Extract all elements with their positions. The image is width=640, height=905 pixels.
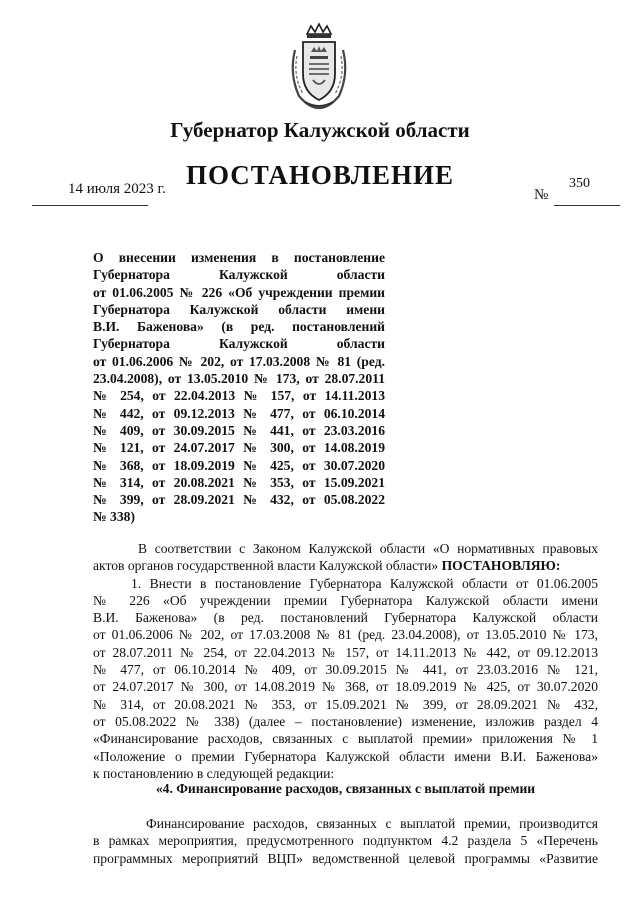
- preamble-text: актов органов государственной власти Калужской области»: [93, 558, 439, 574]
- document-number-label: №: [534, 187, 549, 203]
- item-line: № 226 «Об учреждении премии Губернатора Калужской области имени: [93, 592, 598, 608]
- subject-line: № 442, от 09.12.2013 № 477, от 06.10.2014: [93, 405, 385, 421]
- coat-of-arms-emblem: [285, 22, 353, 112]
- subject-line: Губернатора Калужской области: [93, 336, 385, 352]
- item-line: В.И. Баженова» (в ред. постановлений Губернатора Калужской области: [93, 610, 598, 626]
- item-line: «Финансирование расходов, связанных с выплатой премии» приложения № 1: [93, 731, 598, 747]
- preamble-line: В соответствии с Законом Калужской области «О нормативных правовых: [138, 541, 598, 556]
- subject-line: № 121, от 24.07.2017 № 300, от 14.08.2019: [93, 440, 385, 456]
- document-date: 14 июля 2023 г.: [68, 181, 166, 197]
- subject-line: № 254, от 22.04.2013 № 157, от 14.11.2013: [93, 388, 385, 404]
- item-line: 1. Внести в постановление Губернатора Калужской области от 01.06.2005: [131, 575, 598, 591]
- subject-line: Губернатора Калужской области имени: [93, 301, 385, 317]
- section-heading: «4. Финансирование расходов, связанных с выплатой премии: [155, 781, 536, 796]
- subject-line: № 338): [93, 509, 135, 525]
- document-type-title: ПОСТАНОВЛЕНИЕ: [185, 160, 455, 190]
- item-line: от 24.07.2017 № 300, от 14.08.2019 № 368, от 18.09.2019 № 425, от 30.07.2020: [93, 679, 598, 695]
- subject-line: 23.04.2008), от 13.05.2010 № 173, от 28.07.2011: [93, 371, 385, 387]
- financing-line: в рамках мероприятия, предусмотренного подпунктом 4.2 раздела 5 «Перечень: [93, 833, 598, 849]
- issuing-authority: Губернатор Калужской области: [170, 118, 470, 142]
- document-number: 350: [569, 176, 590, 191]
- subject-line: О внесении изменения в постановление: [93, 250, 385, 265]
- item-line: № 314, от 20.08.2021 № 353, от 15.09.2021 № 399, от 28.09.2021 № 432,: [93, 696, 598, 712]
- item-line: от 05.08.2022 № 338) (далее – постановление) изменение, изложив раздел 4: [93, 713, 598, 729]
- subject-line: В.И. Баженова» (в ред. постановлений: [93, 319, 385, 335]
- decree-keyword: ПОСТАНОВЛЯЮ:: [441, 558, 561, 574]
- subject-line: № 314, от 20.08.2021 № 353, от 15.09.2021: [93, 474, 385, 490]
- subject-line: № 368, от 18.09.2019 № 425, от 30.07.2020: [93, 457, 385, 473]
- number-underline: [554, 205, 620, 206]
- subject-line: Губернатора Калужской области: [93, 267, 385, 283]
- subject-line: от 01.06.2005 № 226 «Об учреждении премии: [93, 284, 385, 300]
- financing-paragraph: [93, 815, 598, 867]
- item-line: № 477, от 06.10.2014 № 409, от 30.09.2015 № 441, от 23.03.2016 № 121,: [93, 662, 598, 678]
- subject-line: № 399, от 28.09.2021 № 432, от 05.08.2022: [93, 492, 385, 508]
- item-line: к постановлению в следующей редакции:: [93, 765, 335, 781]
- document-subject: [93, 249, 385, 526]
- item-line: от 28.07.2011 № 254, от 22.04.2013 № 157, от 14.11.2013 № 442, от 09.12.2013: [93, 644, 598, 660]
- subject-line: № 409, от 30.09.2015 № 441, от 23.03.2016: [93, 422, 385, 438]
- preamble-line: [93, 557, 598, 574]
- date-underline: [32, 205, 148, 206]
- financing-line: Финансирование расходов, связанных с выплатой премии, производится: [146, 816, 598, 831]
- document-body: [93, 540, 598, 782]
- financing-line: программных мероприятий ВЦП» ведомственной целевой программы «Развитие: [93, 850, 598, 866]
- subject-line: от 01.06.2006 № 202, от 17.03.2008 № 81 (ред.: [93, 353, 385, 369]
- item-line: от 01.06.2006 № 202, от 17.03.2008 № 81 (ред. 23.04.2008), от 13.05.2010 № 173,: [93, 627, 598, 643]
- item-line: «Положение о премии Губернатора Калужской области имени В.И. Баженова»: [93, 748, 598, 764]
